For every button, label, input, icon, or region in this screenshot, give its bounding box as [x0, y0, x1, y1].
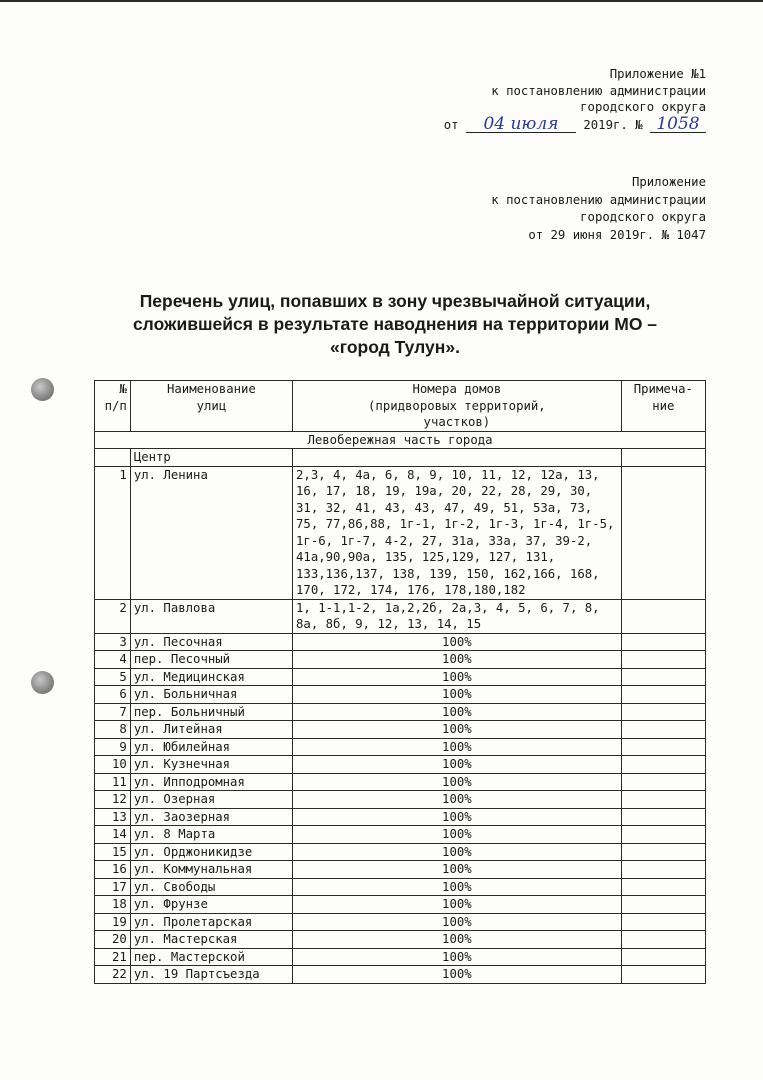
punch-hole-top — [31, 378, 54, 401]
street-name: пер. Больничный — [130, 703, 292, 721]
annex-1-from: от — [443, 117, 459, 132]
note-cell — [621, 878, 705, 896]
header-note — [621, 381, 705, 432]
row-number: 10 — [95, 756, 131, 774]
street-name: ул. Ипподромная — [130, 773, 292, 791]
subsection-note-cell — [621, 449, 705, 467]
annex-1-header — [444, 66, 706, 133]
section-label: Левобережная часть города — [95, 431, 706, 449]
street-name: ул. Озерная — [130, 791, 292, 809]
table-row — [95, 668, 706, 686]
street-name: ул. Больничная — [130, 686, 292, 704]
header-houses — [293, 381, 622, 432]
row-number: 12 — [95, 791, 131, 809]
header-name — [130, 381, 292, 432]
row-number: 5 — [95, 668, 131, 686]
note-cell — [621, 861, 705, 879]
table-row — [95, 466, 706, 599]
house-numbers: 100% — [293, 668, 622, 686]
table-row — [95, 773, 706, 791]
note-cell — [621, 721, 705, 739]
row-number: 3 — [95, 633, 131, 651]
row-number: 21 — [95, 948, 131, 966]
note-cell — [621, 826, 705, 844]
note-cell — [621, 808, 705, 826]
row-number: 4 — [95, 651, 131, 669]
house-numbers: 100% — [293, 808, 622, 826]
row-number: 1 — [95, 466, 131, 599]
subsection-no-cell — [95, 449, 131, 467]
annex-1-handwritten-date: 04 июля — [466, 116, 576, 133]
subsection-row — [95, 449, 706, 467]
row-number: 20 — [95, 931, 131, 949]
table-row — [95, 878, 706, 896]
note-cell — [621, 896, 705, 914]
streets-table — [94, 380, 706, 984]
note-cell — [621, 686, 705, 704]
table-row — [95, 826, 706, 844]
table-row — [95, 791, 706, 809]
house-numbers: 100% — [293, 738, 622, 756]
row-number: 2 — [95, 599, 131, 633]
row-number: 9 — [95, 738, 131, 756]
house-numbers: 1, 1-1,1-2, 1а,2,2б, 2а,3, 4, 5, 6, 7, 8, 8а, 8б, 9, 12, 13, 14, 15 — [293, 599, 622, 633]
annex-1-title: Приложение №1 — [609, 67, 706, 81]
note-cell — [621, 651, 705, 669]
house-numbers: 100% — [293, 843, 622, 861]
table-row — [95, 721, 706, 739]
header-no-line-1: № — [119, 382, 127, 396]
street-name: ул. Павлова — [130, 599, 292, 633]
title-line-3: «город Тулун». — [330, 337, 460, 357]
section-row — [95, 431, 706, 449]
house-numbers: 100% — [293, 948, 622, 966]
header-name-line-2: улиц — [196, 398, 227, 413]
street-name: пер. Песочный — [130, 651, 292, 669]
header-no-line-2: п/п — [104, 398, 127, 413]
annex-2-header — [491, 174, 706, 244]
street-name: ул. Фрунзе — [130, 896, 292, 914]
table-row — [95, 686, 706, 704]
table-row — [95, 651, 706, 669]
note-cell — [621, 931, 705, 949]
street-name: пер. Мастерской — [130, 948, 292, 966]
street-name: ул. Кузнечная — [130, 756, 292, 774]
table-header-row — [95, 381, 706, 432]
row-number: 13 — [95, 808, 131, 826]
note-cell — [621, 466, 705, 599]
table-row — [95, 913, 706, 931]
note-cell — [621, 966, 705, 984]
house-numbers: 100% — [293, 633, 622, 651]
note-cell — [621, 633, 705, 651]
title-line-2: сложившейся в результате наводнения на территории МО – — [132, 314, 658, 334]
note-cell — [621, 843, 705, 861]
header-note-line-2: ние — [652, 398, 675, 413]
street-name: ул. Коммунальная — [130, 861, 292, 879]
house-numbers: 100% — [293, 826, 622, 844]
annex-1-year: 2019г. № — [583, 117, 643, 132]
header-houses-line-1: Номера домов — [412, 382, 502, 396]
street-name: ул. Песочная — [130, 633, 292, 651]
row-number: 14 — [95, 826, 131, 844]
table-row — [95, 756, 706, 774]
table-row — [95, 896, 706, 914]
document-title — [90, 290, 700, 359]
house-numbers: 100% — [293, 913, 622, 931]
table-row — [95, 843, 706, 861]
house-numbers: 100% — [293, 756, 622, 774]
row-number: 22 — [95, 966, 131, 984]
street-name: ул. Заозерная — [130, 808, 292, 826]
street-name: ул. Медицинская — [130, 668, 292, 686]
table-row — [95, 808, 706, 826]
house-numbers: 100% — [293, 703, 622, 721]
table-row — [95, 948, 706, 966]
house-numbers: 100% — [293, 931, 622, 949]
annex-1-handwritten-number: 1058 — [650, 116, 706, 133]
street-name: ул. 19 Партсъезда — [130, 966, 292, 984]
house-numbers: 100% — [293, 721, 622, 739]
street-name: ул. Свободы — [130, 878, 292, 896]
annex-1-date-line — [443, 113, 706, 134]
street-name: ул. Юбилейная — [130, 738, 292, 756]
title-line-1: Перечень улиц, попавших в зону чрезвычайной ситуации, — [139, 291, 651, 311]
street-name: ул. Литейная — [130, 721, 292, 739]
street-name: ул. 8 Марта — [130, 826, 292, 844]
row-number: 15 — [95, 843, 131, 861]
top-edge-line — [0, 0, 763, 2]
house-numbers: 100% — [293, 861, 622, 879]
annex-2-title: Приложение — [631, 175, 706, 189]
house-numbers: 100% — [293, 878, 622, 896]
row-number: 11 — [95, 773, 131, 791]
annex-1-resolution: к постановлению администрации — [491, 83, 706, 98]
house-numbers: 100% — [293, 896, 622, 914]
table-row — [95, 931, 706, 949]
house-numbers: 100% — [293, 651, 622, 669]
house-numbers: 100% — [293, 686, 622, 704]
row-number: 16 — [95, 861, 131, 879]
table-row — [95, 633, 706, 651]
row-number: 8 — [95, 721, 131, 739]
row-number: 19 — [95, 913, 131, 931]
note-cell — [621, 773, 705, 791]
note-cell — [621, 668, 705, 686]
table-row — [95, 703, 706, 721]
header-name-line-1: Наименование — [167, 382, 256, 396]
note-cell — [621, 738, 705, 756]
annex-2-district: городского округа — [580, 210, 706, 224]
subsection-label: Центр — [130, 449, 292, 467]
table-row — [95, 966, 706, 984]
house-numbers: 100% — [293, 773, 622, 791]
note-cell — [621, 599, 705, 633]
house-numbers: 100% — [293, 966, 622, 984]
header-houses-line-3: участков) — [423, 415, 491, 429]
note-cell — [621, 791, 705, 809]
row-number: 6 — [95, 686, 131, 704]
row-number: 17 — [95, 878, 131, 896]
header-houses-line-2: (придворовых территорий, — [368, 398, 546, 413]
table-row — [95, 861, 706, 879]
house-numbers: 2,3, 4, 4а, 6, 8, 9, 10, 11, 12, 12а, 13, 16, 17, 18, 19, 19а, 20, 22, 28, 29, 30, 31, 32, 41, 43, 43, 47, 49, 51, 53а, 73, 75, 77,86,88, 1г-1, 1г-2, 1г-3, 1г-4, 1г-5, 1г-6, 1г-7, 4-2, 27, 31а, 33а, 37, 39-2, 41а,90,90а, 135, 125,129, 127, 131, 133,136,137, 138, 139, 150, 162,166, 168, 170, 172, 174, 176, 178,180,182 — [293, 466, 622, 599]
row-number: 7 — [95, 703, 131, 721]
subsection-houses-cell — [293, 449, 622, 467]
row-number: 18 — [95, 896, 131, 914]
note-cell — [621, 756, 705, 774]
street-name: ул. Орджоникидзе — [130, 843, 292, 861]
table-row — [95, 599, 706, 633]
annex-2-date: от 29 июня 2019г. № 1047 — [528, 227, 706, 242]
street-name: ул. Мастерская — [130, 931, 292, 949]
note-cell — [621, 703, 705, 721]
note-cell — [621, 913, 705, 931]
punch-hole-bottom — [31, 671, 54, 694]
annex-1-district: городского округа — [580, 100, 706, 114]
street-name: ул. Ленина — [130, 466, 292, 599]
header-note-line-1: Примеча- — [633, 382, 693, 396]
header-no — [95, 381, 131, 432]
table-row — [95, 738, 706, 756]
house-numbers: 100% — [293, 791, 622, 809]
note-cell — [621, 948, 705, 966]
street-name: ул. Пролетарская — [130, 913, 292, 931]
annex-2-resolution: к постановлению администрации — [491, 192, 706, 207]
